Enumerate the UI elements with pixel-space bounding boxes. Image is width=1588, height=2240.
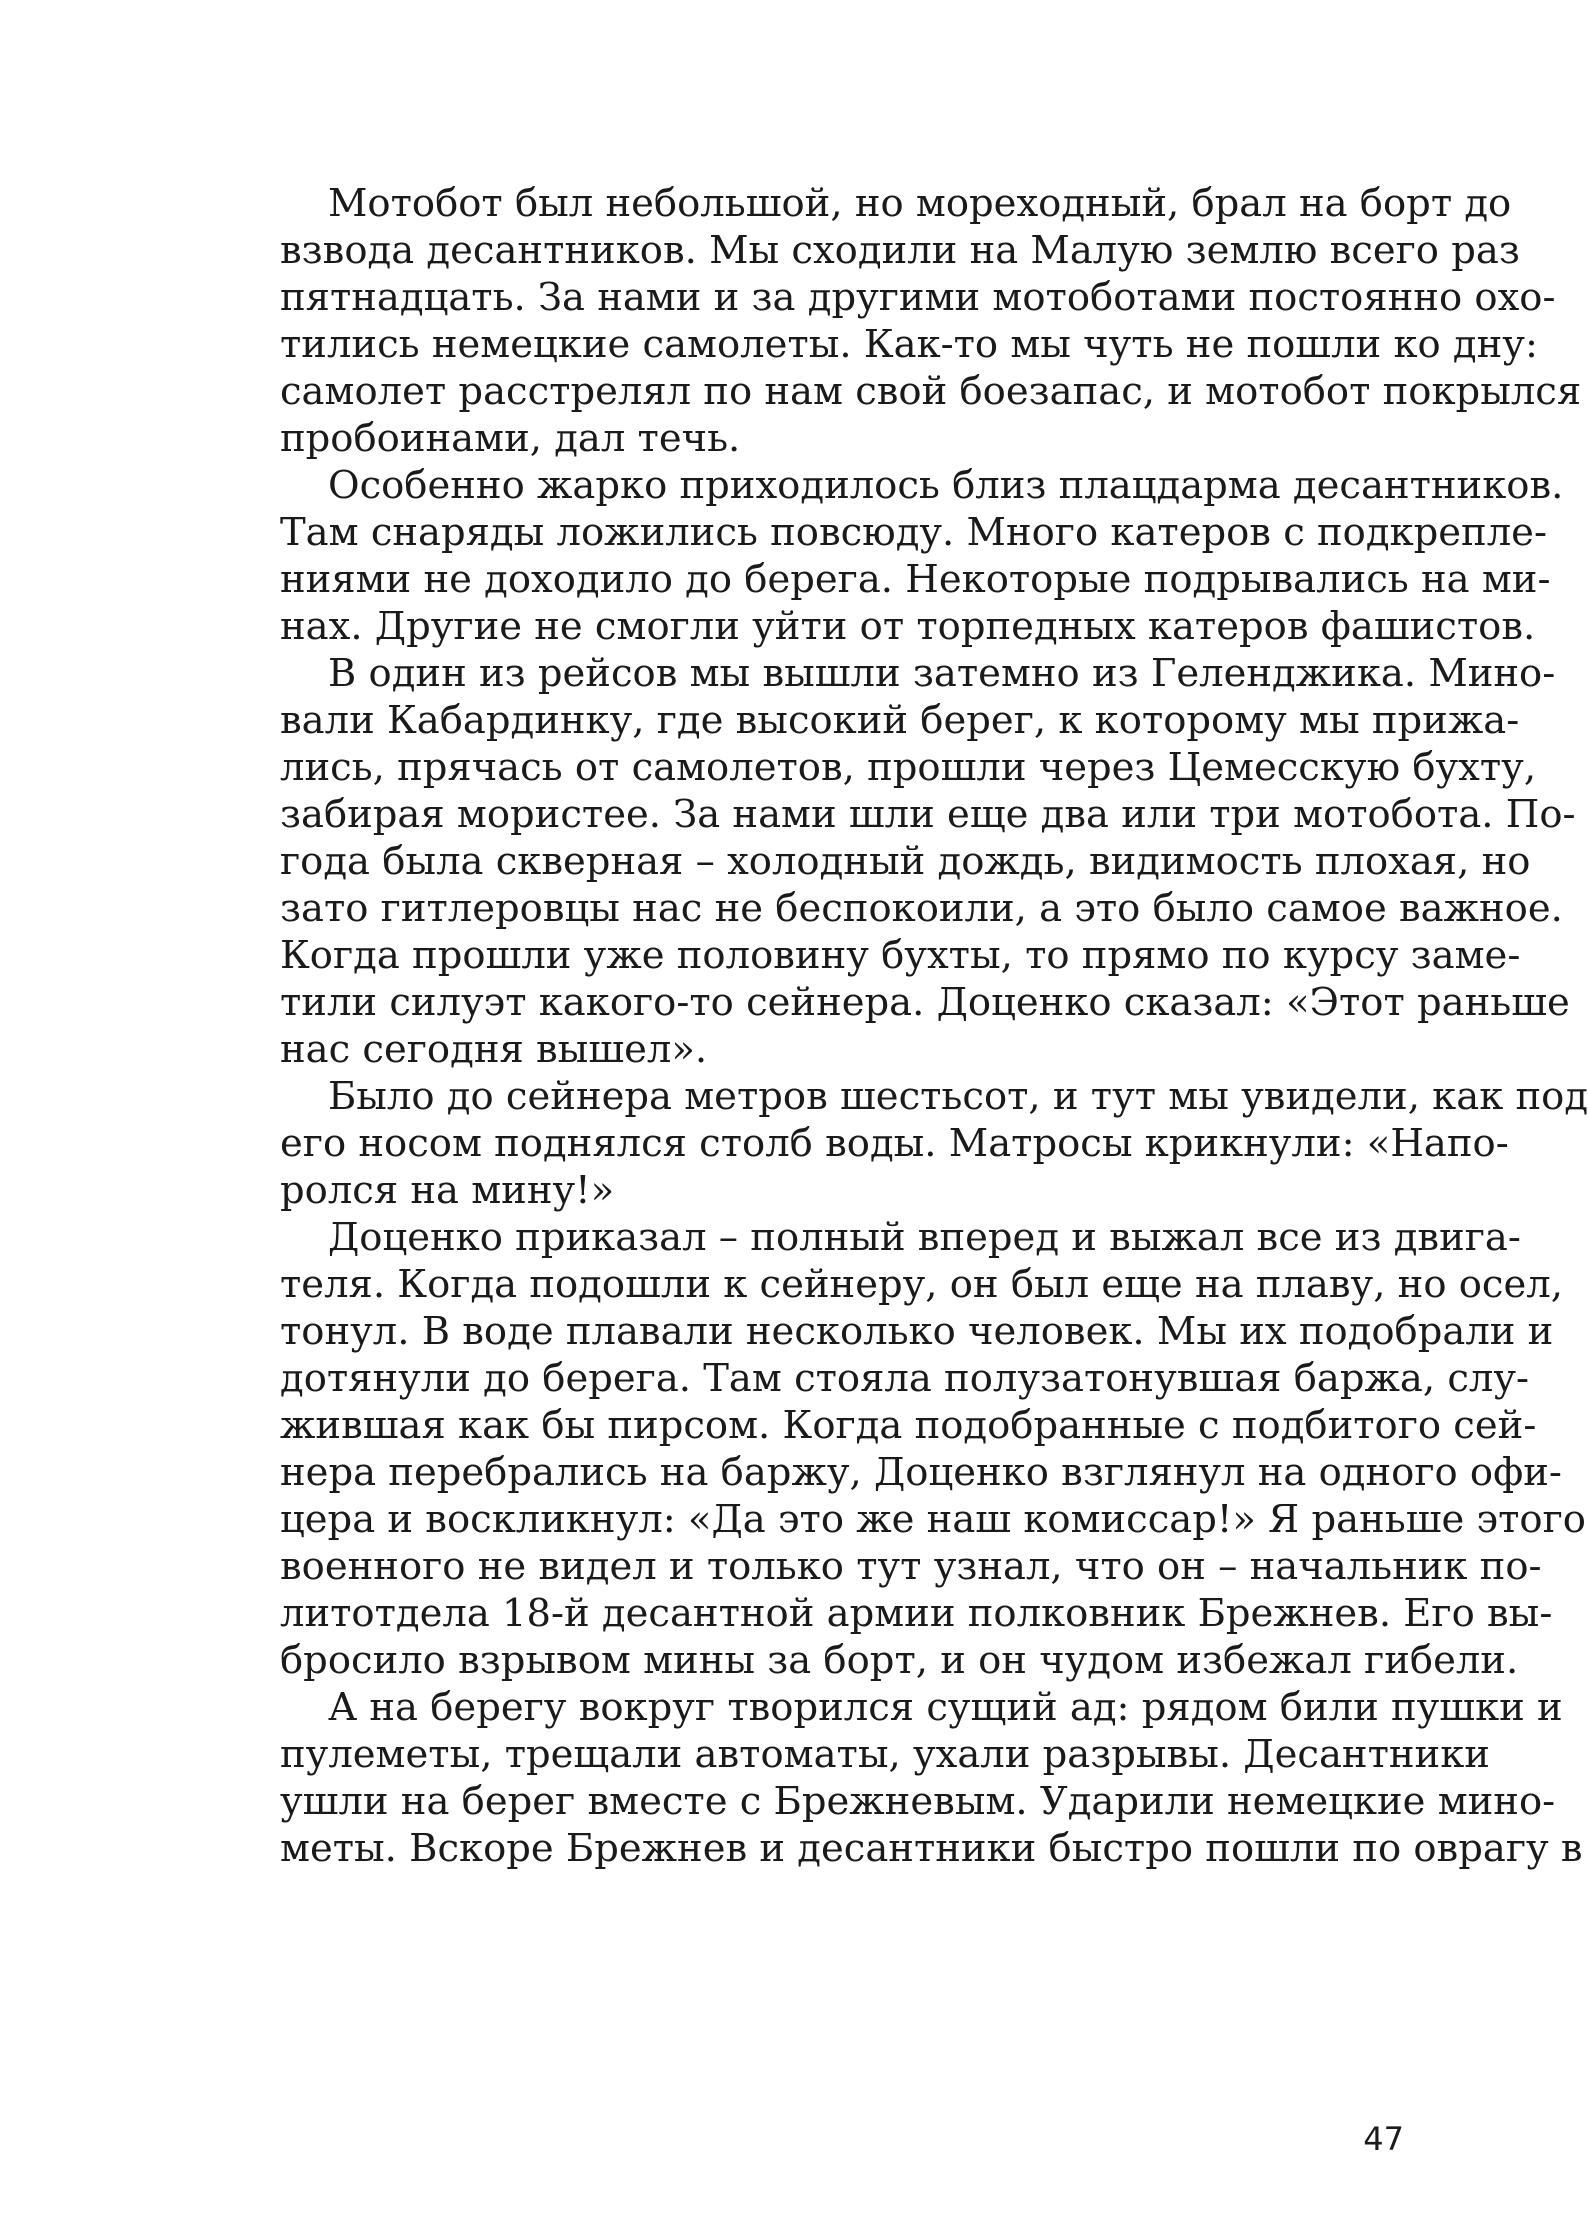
text-line: ниями не доходило до берега. Некоторые подрывались на ми- — [280, 557, 1551, 602]
text-line: его носом поднялся столб воды. Матросы крикнули: «Напо- — [280, 1121, 1509, 1166]
paragraph — [280, 1073, 1588, 1214]
page-number: 47 — [1363, 2120, 1404, 2158]
paragraph — [280, 1214, 1586, 1684]
text-line: тились немецкие самолеты. Как-то мы чуть не пошли ко дну: — [280, 322, 1538, 367]
text-line: меты. Вскоре Брежнев и десантники быстро пошли по оврагу в — [280, 1826, 1583, 1871]
text-line: самолет расстрелял по нам свой боезапас, и мотобот покрылся — [280, 369, 1582, 414]
text-line: тонул. В воде плавали несколько человек. Мы их подобрали и — [280, 1309, 1554, 1354]
paragraph — [280, 180, 1582, 462]
text-line: Доценко приказал – полный вперед и выжал все из двига- — [328, 1215, 1521, 1260]
text-line: Мотобот был небольшой, но мореходный, брал на борт до — [328, 181, 1512, 226]
text-line: взвода десантников. Мы сходили на Малую землю всего раз — [280, 228, 1520, 273]
text-line: лись, прячась от самолетов, прошли через Цемесскую бухту, — [280, 745, 1537, 790]
text-line: Когда прошли уже половину бухты, то прямо по курсу заме- — [280, 933, 1521, 978]
text-line: бросило взрывом мины за борт, и он чудом избежал гибели. — [280, 1638, 1519, 1683]
text-line: ушли на берег вместе с Брежневым. Ударили немецкие мино- — [280, 1779, 1556, 1824]
text-line: пулеметы, трещали автоматы, ухали разрывы. Десантники — [280, 1732, 1490, 1777]
paragraph — [280, 1684, 1583, 1872]
text-line: нера перебрались на баржу, Доценко взглянул на одного офи- — [280, 1450, 1562, 1495]
text-line: нах. Другие не смогли уйти от торпедных катеров фашистов. — [280, 604, 1536, 649]
text-line: дотянули до берега. Там стояла полузатонувшая баржа, слу- — [280, 1356, 1529, 1401]
paragraph — [280, 650, 1576, 1073]
paragraph — [280, 462, 1564, 650]
text-line: цера и воскликнул: «Да это же наш комиссар!» Я раньше этого — [280, 1497, 1586, 1542]
text-line: В один из рейсов мы вышли затемно из Геленджика. Мино- — [328, 651, 1556, 696]
text-line: теля. Когда подошли к сейнеру, он был еще на плаву, но осел, — [280, 1262, 1563, 1307]
text-line: пробоинами, дал течь. — [280, 416, 741, 461]
text-line: вали Кабардинку, где высокий берег, к которому мы прижа- — [280, 698, 1520, 743]
body-text — [280, 180, 1588, 1872]
text-line: нас сегодня вышел». — [280, 1027, 708, 1072]
text-line: А на берегу вокруг творился сущий ад: рядом били пушки и — [328, 1685, 1563, 1730]
text-line: жившая как бы пирсом. Когда подобранные с подбитого сей- — [280, 1403, 1537, 1448]
text-line: Там снаряды ложились повсюду. Много катеров с подкрепле- — [280, 510, 1547, 555]
text-line: зато гитлеровцы нас не беспокоили, а это было самое важное. — [280, 886, 1563, 931]
text-line: литотдела 18-й десантной армии полковник Брежнев. Его вы- — [280, 1591, 1553, 1636]
text-line: забирая мористее. За нами шли еще два или три мотобота. По- — [280, 792, 1576, 837]
text-line: Было до сейнера метров шестьсот, и тут мы увидели, как под — [328, 1074, 1588, 1119]
text-line: пятнадцать. За нами и за другими мотоботами постоянно охо- — [280, 275, 1556, 320]
text-line: года была скверная – холодный дождь, видимость плохая, но — [280, 839, 1531, 884]
text-line: тили силуэт какого-то сейнера. Доценко сказал: «Этот раньше — [280, 980, 1570, 1025]
text-line: военного не видел и только тут узнал, что он – начальник по- — [280, 1544, 1542, 1589]
text-line: ролся на мину!» — [280, 1168, 615, 1213]
text-line: Особенно жарко приходилось близ плацдарма десантников. — [328, 463, 1564, 508]
